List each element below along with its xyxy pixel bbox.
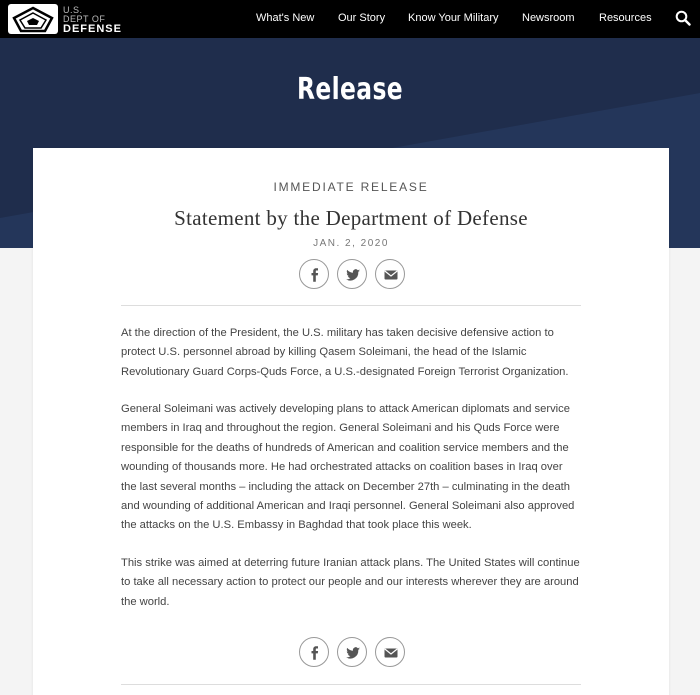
facebook-icon — [307, 267, 323, 283]
paragraph-3: This strike was aimed at deterring future Iranian attack plans. The United States will continue to take all necessary action to protect our people and our interests wherever they are around the world. — [121, 557, 580, 608]
email-icon — [383, 645, 399, 661]
email-icon — [383, 267, 399, 283]
email-share-button-bottom[interactable] — [375, 637, 405, 667]
share-buttons-top — [297, 259, 417, 289]
divider-bottom — [121, 684, 581, 685]
main-nav — [0, 11, 700, 27]
nav-newsroom[interactable]: Newsroom — [522, 12, 575, 24]
logo-line-dept: DEPT OF — [63, 14, 106, 24]
nav-resources[interactable]: Resources — [599, 12, 652, 24]
paragraph-2: General Soleimani was actively developing plans to attack American diplomats and service members in Iraq and throughout the region. General Soleimani and his Quds Force were responsible for the deaths of hundreds of American and coalition service members and the wounding of thousands more. He had orchestrated attacks on coalition bases in Iraq over the last several months – including the attack on December 27th – culminating in the death and wounding of additional American and Iraqi personnel. General Soleimani also approved the attacks on the U.S. Embassy in Baghdad that took place this week. — [121, 403, 575, 532]
twitter-share-button-bottom[interactable] — [337, 637, 367, 667]
logo-line-defense: DEFENSE — [63, 23, 122, 35]
facebook-icon — [307, 645, 323, 661]
release-type-label: IMMEDIATE RELEASE — [273, 180, 429, 194]
twitter-icon — [345, 267, 361, 283]
article-title: Statement by the Department of Defense — [174, 206, 528, 230]
article-card — [33, 148, 669, 695]
nav-know-your-military[interactable]: Know Your Military — [408, 12, 499, 24]
nav-our-story[interactable]: Our Story — [338, 12, 386, 24]
twitter-share-button[interactable] — [337, 259, 367, 289]
twitter-icon — [345, 645, 361, 661]
email-share-button[interactable] — [375, 259, 405, 289]
facebook-share-button[interactable] — [299, 259, 329, 289]
search-icon[interactable] — [675, 10, 691, 26]
nav-whats-new[interactable]: What's New — [256, 12, 315, 24]
divider-top — [121, 305, 581, 306]
logo-line-us: U.S. — [63, 5, 83, 15]
article-date: JAN. 2, 2020 — [313, 238, 389, 249]
paragraph-1: At the direction of the President, the U.S. military has taken decisive defensive action to protect U.S. personnel abroad by killing Qasem Soleimani, the head of the Islamic Revolutionary Guard Corps-Quds Force, a U.S.-designated Foreign Terrorist Organization. — [121, 327, 569, 378]
share-buttons-bottom — [297, 637, 417, 667]
facebook-share-button-bottom[interactable] — [299, 637, 329, 667]
hero-title: Release — [296, 72, 404, 107]
top-navigation-bar — [0, 0, 700, 38]
